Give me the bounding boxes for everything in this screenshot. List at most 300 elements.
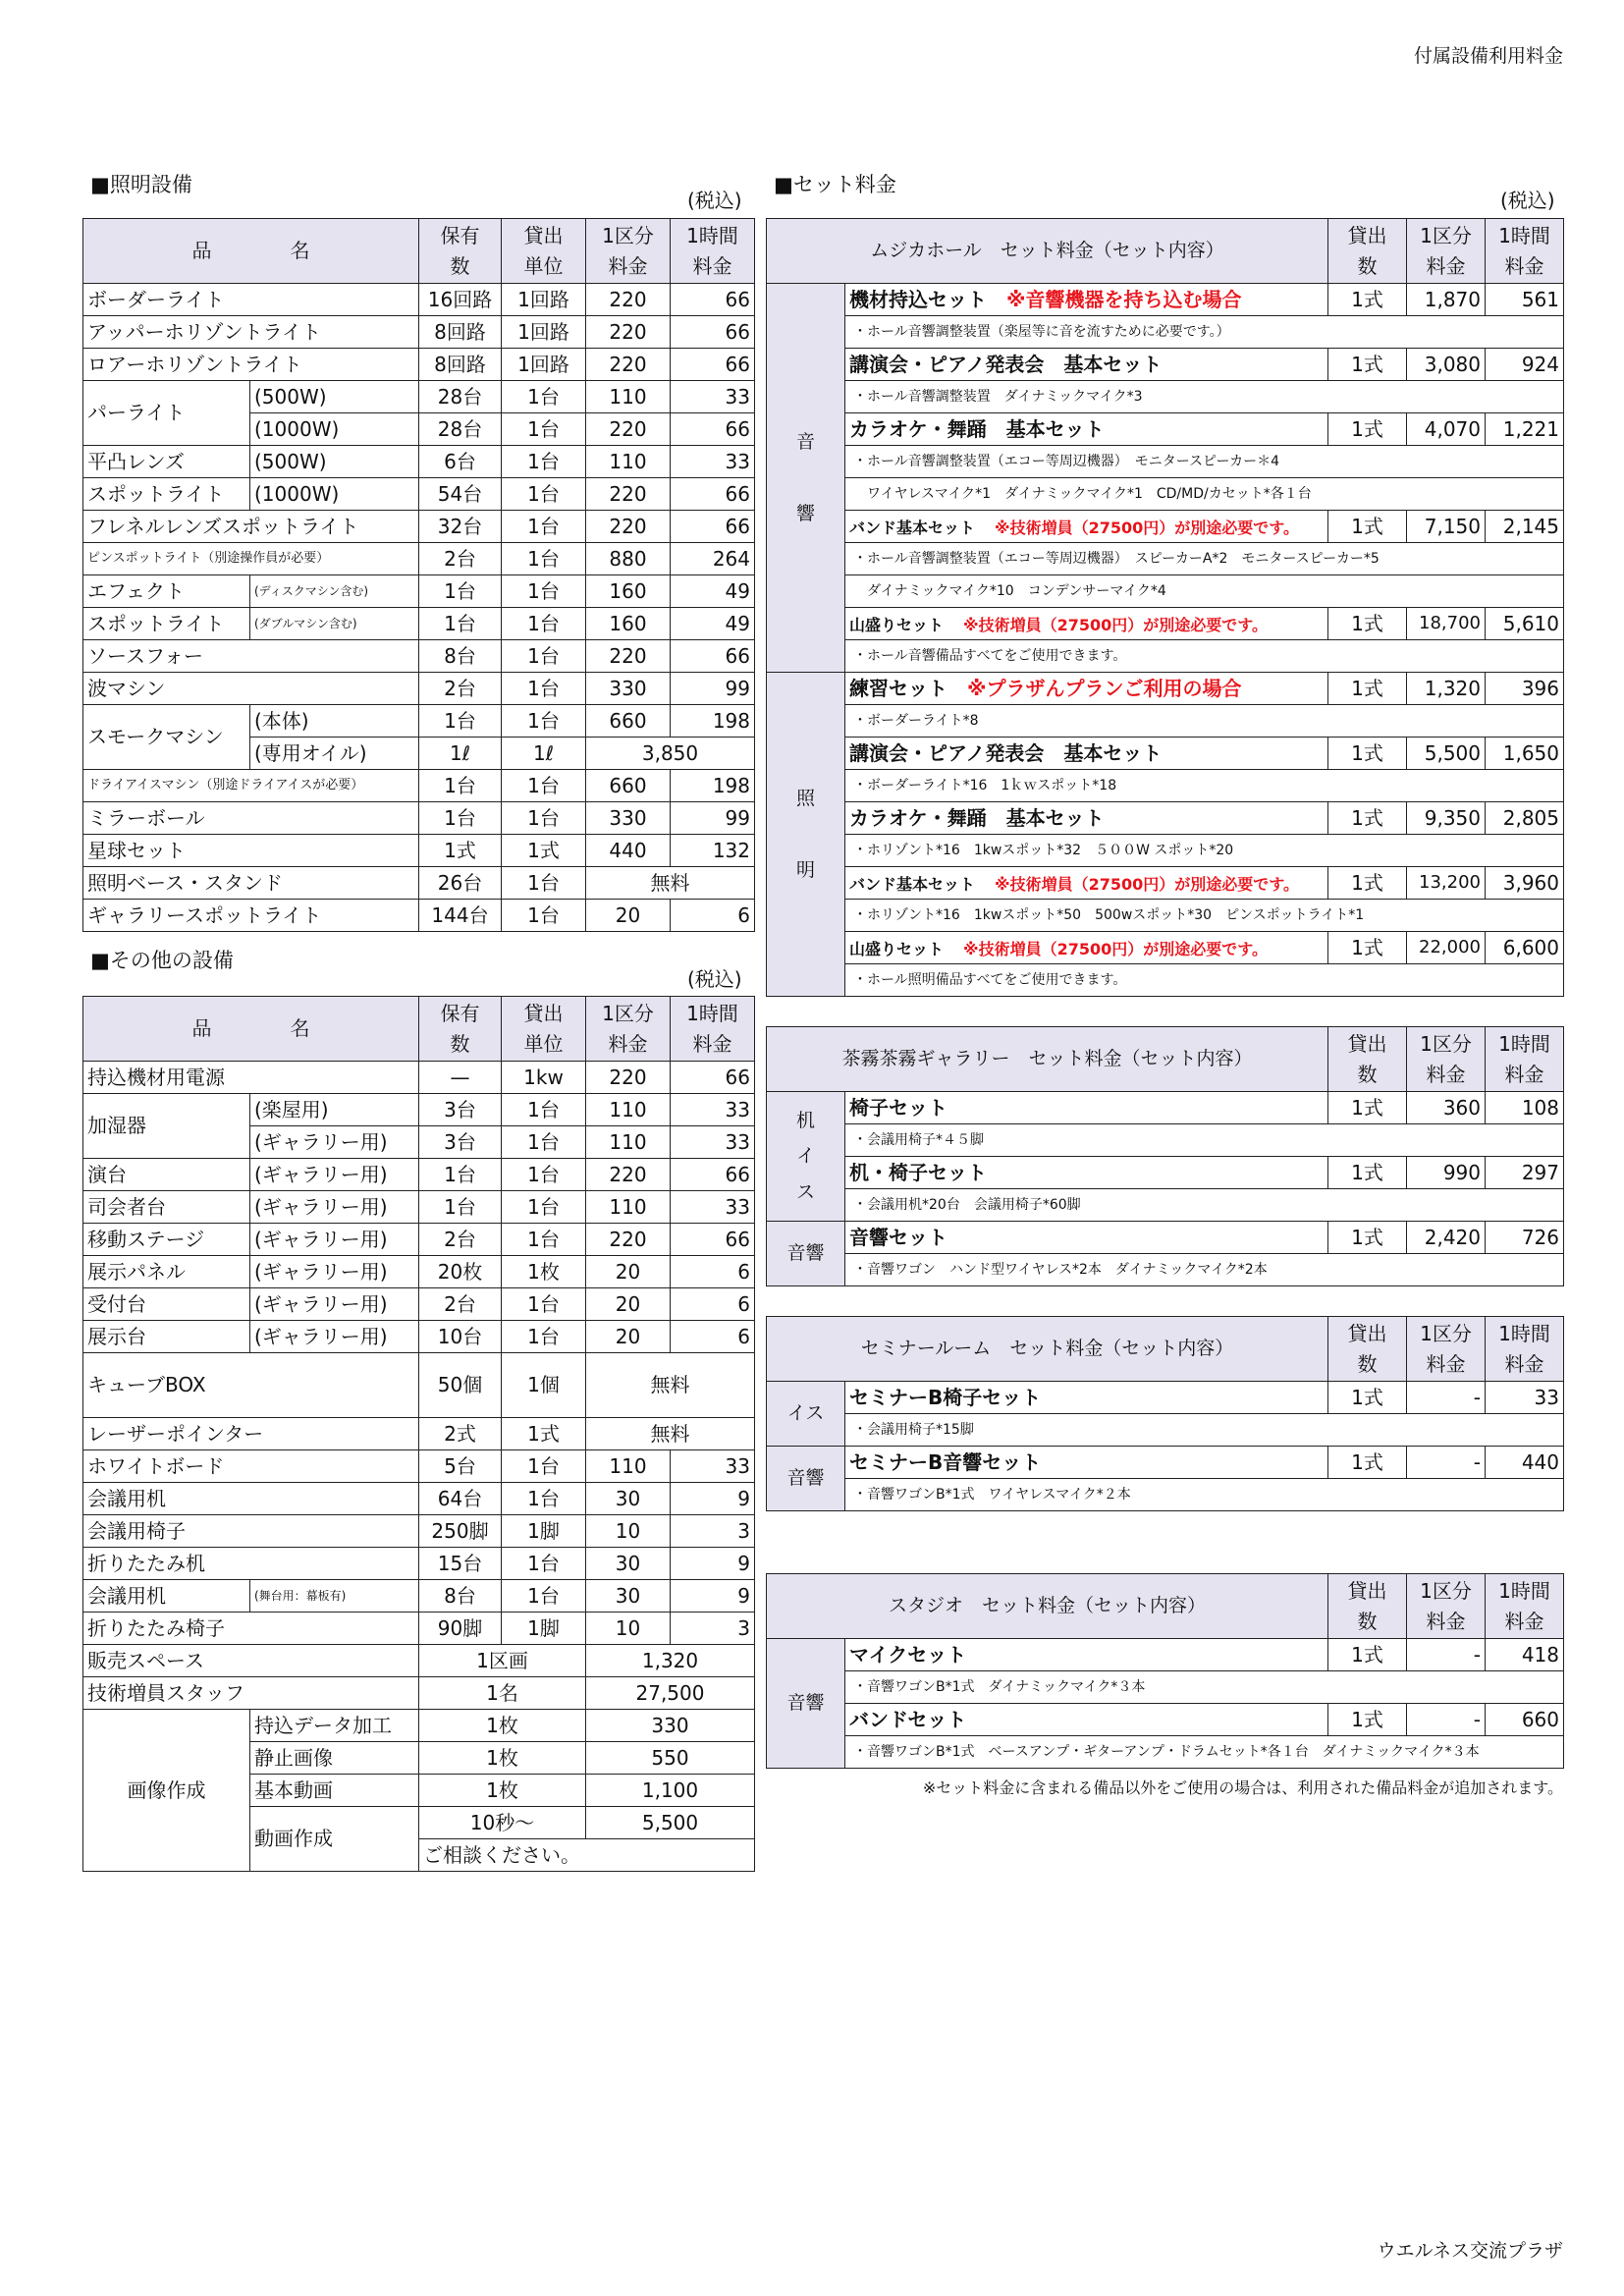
item-stock: 6台 bbox=[419, 446, 502, 478]
set-note: ※技術増員（27500円）が別途必要です。 bbox=[963, 615, 1268, 634]
table-header-row bbox=[83, 219, 755, 284]
item-slot-price: 220 bbox=[586, 640, 671, 673]
set-header-row bbox=[767, 1317, 1564, 1382]
set-header-title: ムジカホール セット料金（セット内容） bbox=[767, 219, 1328, 284]
set-item-name bbox=[845, 511, 1328, 543]
item-unit: 1台 bbox=[502, 1483, 586, 1515]
set-name: 机・椅子セット bbox=[849, 1160, 987, 1184]
set-desc-row bbox=[767, 446, 1564, 478]
item-slot-price: 20 bbox=[586, 1256, 671, 1288]
set-slot-price: 3,080 bbox=[1407, 349, 1486, 381]
item-unit: 1台 bbox=[502, 900, 586, 932]
image-item-name: 基本動画 bbox=[250, 1775, 419, 1807]
item-stock: 8回路 bbox=[419, 316, 502, 349]
table-row bbox=[83, 705, 755, 738]
item-stock: 90脚 bbox=[419, 1613, 502, 1645]
item-name: 会議用机 bbox=[83, 1580, 250, 1613]
set-unit: 1式 bbox=[1328, 738, 1407, 770]
set-desc-row bbox=[767, 1254, 1564, 1286]
table-row bbox=[83, 1224, 755, 1256]
item-variant: (ギャラリー用) bbox=[250, 1159, 419, 1191]
set-desc-row bbox=[767, 640, 1564, 673]
item-slot-price: 220 bbox=[586, 413, 671, 446]
item-name: 販売スペース bbox=[83, 1645, 419, 1677]
set-description: ・ホール音響調整装置（楽屋等に音を流すために必要です。） bbox=[845, 316, 1564, 349]
item-hour-price: 6 bbox=[671, 1288, 755, 1321]
table-row bbox=[83, 1288, 755, 1321]
item-hour-price: 49 bbox=[671, 608, 755, 640]
table-row bbox=[83, 640, 755, 673]
set-slot-price: 13,200 bbox=[1407, 867, 1486, 900]
set-note: ※プラザんプランご利用の場合 bbox=[967, 676, 1242, 700]
set-name: 練習セット bbox=[849, 676, 947, 700]
item-slot-price: 30 bbox=[586, 1483, 671, 1515]
table-row bbox=[83, 1645, 755, 1677]
item-unit: 1台 bbox=[502, 1094, 586, 1126]
set-name: バンドセット bbox=[849, 1707, 967, 1731]
set-item-row bbox=[767, 1382, 1564, 1414]
item-stock: 8回路 bbox=[419, 349, 502, 381]
set-header-hour: 1時間 料金 bbox=[1486, 1574, 1564, 1639]
item-name: ドライアイスマシン（別途ドライアイスが必要） bbox=[83, 770, 419, 802]
table-row bbox=[83, 284, 755, 316]
item-slot-price: 880 bbox=[586, 543, 671, 575]
item-unit: 1脚 bbox=[502, 1613, 586, 1645]
set-desc-row bbox=[767, 381, 1564, 413]
item-name: 会議用机 bbox=[83, 1483, 419, 1515]
set-item-name bbox=[845, 1639, 1328, 1671]
set-hour-price: 6,600 bbox=[1486, 932, 1564, 964]
set-hour-price: 440 bbox=[1486, 1447, 1564, 1479]
set-header-unit: 貸出 数 bbox=[1328, 1574, 1407, 1639]
set-hour-price: 660 bbox=[1486, 1704, 1564, 1736]
set-name: 音響セット bbox=[849, 1225, 947, 1249]
document-header-title: 付属設備利用料金 bbox=[1413, 45, 1563, 67]
set-desc-row bbox=[767, 575, 1564, 608]
item-stock: 54台 bbox=[419, 478, 502, 511]
set-slot-price: - bbox=[1407, 1704, 1486, 1736]
table-row bbox=[83, 1353, 755, 1418]
set-item-row bbox=[767, 1157, 1564, 1189]
set-name: セミナーB椅子セット bbox=[849, 1385, 1042, 1409]
set-slot-price: 990 bbox=[1407, 1157, 1486, 1189]
item-stock: 250脚 bbox=[419, 1515, 502, 1548]
item-price: 1,320 bbox=[586, 1645, 755, 1677]
set-unit: 1式 bbox=[1328, 1639, 1407, 1671]
item-variant: (舞台用：幕板有) bbox=[250, 1580, 419, 1613]
item-stock: 2台 bbox=[419, 673, 502, 705]
image-item-price: 1,100 bbox=[586, 1775, 755, 1807]
item-variant: (ギャラリー用) bbox=[250, 1256, 419, 1288]
set-note: ※技術増員（27500円）が別途必要です。 bbox=[995, 874, 1299, 894]
item-hour-price: 6 bbox=[671, 1321, 755, 1353]
set-slot-price: - bbox=[1407, 1382, 1486, 1414]
set-name: 講演会・ピアノ発表会 基本セット bbox=[849, 740, 1163, 765]
item-stock: 144台 bbox=[419, 900, 502, 932]
set-unit: 1式 bbox=[1328, 511, 1407, 543]
set-unit: 1式 bbox=[1328, 932, 1407, 964]
set-desc-row bbox=[767, 478, 1564, 511]
set-item-name bbox=[845, 413, 1328, 446]
header-stock: 保有 数 bbox=[419, 219, 502, 284]
item-hour-price: 9 bbox=[671, 1483, 755, 1515]
item-slot-price: 220 bbox=[586, 1224, 671, 1256]
item-stock: 16回路 bbox=[419, 284, 502, 316]
set-hour-price: 924 bbox=[1486, 349, 1564, 381]
set-slot-price: - bbox=[1407, 1639, 1486, 1671]
table-row bbox=[83, 673, 755, 705]
table-row bbox=[83, 1483, 755, 1515]
set-item-row bbox=[767, 1639, 1564, 1671]
image-item-price: 330 bbox=[586, 1710, 755, 1742]
table-row bbox=[83, 867, 755, 900]
item-unit: 1台 bbox=[502, 1159, 586, 1191]
item-name: スモークマシン bbox=[83, 705, 250, 770]
item-hour-price: 33 bbox=[671, 1450, 755, 1483]
set-item-name bbox=[845, 738, 1328, 770]
header-unit: 貸出 単位 bbox=[502, 997, 586, 1062]
category-lighting: 照 明 bbox=[767, 673, 845, 997]
item-stock: — bbox=[419, 1062, 502, 1094]
item-variant: (ギャラリー用) bbox=[250, 1321, 419, 1353]
item-slot-price: 10 bbox=[586, 1613, 671, 1645]
item-unit: 1台 bbox=[502, 802, 586, 835]
set-tax-label: (税込) bbox=[1500, 189, 1555, 212]
set-desc-row bbox=[767, 964, 1564, 997]
item-unit: 1台 bbox=[502, 1288, 586, 1321]
item-name: 加湿器 bbox=[83, 1094, 250, 1159]
item-name: 技術増員スタッフ bbox=[83, 1677, 419, 1710]
set-note: ※技術増員（27500円）が別途必要です。 bbox=[963, 939, 1268, 958]
item-hour-price: 132 bbox=[671, 835, 755, 867]
item-name: 移動ステージ bbox=[83, 1224, 250, 1256]
set-hour-price: 418 bbox=[1486, 1639, 1564, 1671]
item-name: ロアーホリゾントライト bbox=[83, 349, 419, 381]
set-description: ・ホール照明備品すべてをご使用できます。 bbox=[845, 964, 1564, 997]
set-item-row bbox=[767, 413, 1564, 446]
item-name: 演台 bbox=[83, 1159, 250, 1191]
item-stock: 1台 bbox=[419, 705, 502, 738]
table-row bbox=[83, 1321, 755, 1353]
set-item-row bbox=[767, 673, 1564, 705]
item-unit: 1台 bbox=[502, 1580, 586, 1613]
set-item-name bbox=[845, 1092, 1328, 1124]
item-unit: 1台 bbox=[502, 1450, 586, 1483]
item-name: 星球セット bbox=[83, 835, 419, 867]
set-item-row bbox=[767, 349, 1564, 381]
spacer bbox=[944, 936, 963, 959]
set-name: セミナーB音響セット bbox=[849, 1449, 1042, 1474]
set-header-hour: 1時間 料金 bbox=[1486, 1027, 1564, 1092]
set-slot-price: 5,500 bbox=[1407, 738, 1486, 770]
set-item-row bbox=[767, 932, 1564, 964]
item-stock: 1台 bbox=[419, 770, 502, 802]
set-header-hour: 1時間 料金 bbox=[1486, 219, 1564, 284]
set-section-title: ■セット料金 bbox=[774, 173, 896, 196]
set-unit: 1式 bbox=[1328, 867, 1407, 900]
item-price: 3,850 bbox=[586, 738, 755, 770]
item-hour-price: 9 bbox=[671, 1548, 755, 1580]
set-slot-price: - bbox=[1407, 1447, 1486, 1479]
item-name: ボーダーライト bbox=[83, 284, 419, 316]
table-row bbox=[83, 349, 755, 381]
table-row bbox=[83, 1418, 755, 1450]
item-unit: 1ℓ bbox=[502, 738, 586, 770]
item-hour-price: 66 bbox=[671, 284, 755, 316]
set-header-slot: 1区分 料金 bbox=[1407, 1027, 1486, 1092]
set-hour-price: 726 bbox=[1486, 1222, 1564, 1254]
set-hour-price: 1,650 bbox=[1486, 738, 1564, 770]
item-name: 照明ベース・スタンド bbox=[83, 867, 419, 900]
item-slot-price: 30 bbox=[586, 1548, 671, 1580]
item-stock: 8台 bbox=[419, 640, 502, 673]
table-row bbox=[83, 1094, 755, 1126]
set-header-unit: 貸出 数 bbox=[1328, 1027, 1407, 1092]
category-sound: 音響 bbox=[767, 1639, 845, 1769]
set-header-slot: 1区分 料金 bbox=[1407, 1317, 1486, 1382]
set-name: 講演会・ピアノ発表会 基本セット bbox=[849, 352, 1163, 376]
set-description: ・音響ワゴンB*1式 ワイヤレスマイク*２本 bbox=[845, 1479, 1564, 1511]
item-hour-price: 6 bbox=[671, 1256, 755, 1288]
header-per_hour: 1時間 料金 bbox=[671, 997, 755, 1062]
item-hour-price: 33 bbox=[671, 1126, 755, 1159]
set-description: ・ホール音響調整装置（エコー等周辺機器） スピーカーA*2 モニタースピーカー*5 bbox=[845, 543, 1564, 575]
item-name: 受付台 bbox=[83, 1288, 250, 1321]
item-slot-price: 10 bbox=[586, 1515, 671, 1548]
item-slot-price: 220 bbox=[586, 316, 671, 349]
seminar-set-table bbox=[766, 1316, 1564, 1511]
item-variant: (ギャラリー用) bbox=[250, 1191, 419, 1224]
item-variant: (ダブルマシン含む) bbox=[250, 608, 419, 640]
set-unit: 1式 bbox=[1328, 1382, 1407, 1414]
set-name: カラオケ・舞踊 基本セット bbox=[849, 805, 1105, 830]
set-hour-price: 33 bbox=[1486, 1382, 1564, 1414]
item-stock: 20枚 bbox=[419, 1256, 502, 1288]
item-variant: (ディスクマシン含む) bbox=[250, 575, 419, 608]
set-unit: 1式 bbox=[1328, 349, 1407, 381]
set-name: 機材持込セット bbox=[849, 287, 987, 311]
set-desc-row bbox=[767, 1671, 1564, 1704]
set-slot-price: 18,700 bbox=[1407, 608, 1486, 640]
item-slot-price: 660 bbox=[586, 770, 671, 802]
item-unit: 1台 bbox=[502, 413, 586, 446]
item-unit: 1台 bbox=[502, 575, 586, 608]
table-row bbox=[83, 802, 755, 835]
set-header-title: 茶霧茶霧ギャラリー セット料金（セット内容） bbox=[767, 1027, 1328, 1092]
item-stock: 2台 bbox=[419, 543, 502, 575]
item-variant: (500W) bbox=[250, 381, 419, 413]
set-description: ・会議用椅子*15脚 bbox=[845, 1414, 1564, 1447]
item-slot-price: 110 bbox=[586, 446, 671, 478]
image-item-unit: 10秒～ bbox=[419, 1807, 586, 1839]
table-row bbox=[83, 1159, 755, 1191]
item-stock: 1台 bbox=[419, 1159, 502, 1191]
item-unit: 1回路 bbox=[502, 316, 586, 349]
table-row bbox=[83, 1256, 755, 1288]
item-slot-price: 160 bbox=[586, 575, 671, 608]
item-unit: 1台 bbox=[502, 478, 586, 511]
item-variant: (500W) bbox=[250, 446, 419, 478]
table-row bbox=[83, 900, 755, 932]
item-unit: 1名 bbox=[419, 1677, 586, 1710]
item-unit: 1台 bbox=[502, 867, 586, 900]
document-footer-org: ウエルネス交流プラザ bbox=[1377, 2240, 1563, 2262]
item-slot-price: 110 bbox=[586, 1450, 671, 1483]
set-name: 山盛りセット bbox=[849, 615, 945, 634]
item-name: アッパーホリゾントライト bbox=[83, 316, 419, 349]
set-desc-row bbox=[767, 543, 1564, 575]
table-row bbox=[83, 770, 755, 802]
item-hour-price: 66 bbox=[671, 478, 755, 511]
set-item-name bbox=[845, 673, 1328, 705]
lighting-table bbox=[82, 218, 755, 932]
header-per_slot: 1区分 料金 bbox=[586, 997, 671, 1062]
set-item-name bbox=[845, 284, 1328, 316]
table-row bbox=[83, 575, 755, 608]
item-slot-price: 220 bbox=[586, 1159, 671, 1191]
item-name: 司会者台 bbox=[83, 1191, 250, 1224]
set-desc-row bbox=[767, 1736, 1564, 1769]
set-unit: 1式 bbox=[1328, 608, 1407, 640]
table-row bbox=[83, 1613, 755, 1645]
item-unit: 1台 bbox=[502, 1548, 586, 1580]
item-price: 無料 bbox=[586, 867, 755, 900]
item-unit: 1台 bbox=[502, 1126, 586, 1159]
set-unit: 1式 bbox=[1328, 284, 1407, 316]
set-desc-row bbox=[767, 1479, 1564, 1511]
item-unit: 1台 bbox=[502, 1321, 586, 1353]
table-row bbox=[83, 381, 755, 413]
item-unit: 1個 bbox=[502, 1353, 586, 1418]
set-item-row bbox=[767, 1447, 1564, 1479]
set-hour-price: 3,960 bbox=[1486, 867, 1564, 900]
set-unit: 1式 bbox=[1328, 1222, 1407, 1254]
image-item-price: 5,500 bbox=[586, 1807, 755, 1839]
item-hour-price: 9 bbox=[671, 1580, 755, 1613]
set-hour-price: 297 bbox=[1486, 1157, 1564, 1189]
header-stock: 保有 数 bbox=[419, 997, 502, 1062]
set-description: ・ホリゾント*16 1kwスポット*50 500wスポット*30 ピンスポットライト*1 bbox=[845, 900, 1564, 932]
set-desc-row bbox=[767, 1414, 1564, 1447]
set-desc-row bbox=[767, 705, 1564, 738]
set-item-name bbox=[845, 1704, 1328, 1736]
item-slot-price: 220 bbox=[586, 478, 671, 511]
set-description: ・ボーダーライト*8 bbox=[845, 705, 1564, 738]
item-hour-price: 33 bbox=[671, 381, 755, 413]
item-hour-price: 66 bbox=[671, 316, 755, 349]
set-item-name bbox=[845, 1157, 1328, 1189]
table-row bbox=[83, 835, 755, 867]
set-desc-row bbox=[767, 316, 1564, 349]
set-desc-row bbox=[767, 770, 1564, 802]
set-name: バンド基本セット bbox=[849, 518, 976, 537]
spacer bbox=[987, 288, 1006, 311]
table-row bbox=[83, 1191, 755, 1224]
set-unit: 1式 bbox=[1328, 1157, 1407, 1189]
item-hour-price: 264 bbox=[671, 543, 755, 575]
set-item-row bbox=[767, 1704, 1564, 1736]
table-row bbox=[83, 1515, 755, 1548]
table-row bbox=[83, 1580, 755, 1613]
item-unit: 1回路 bbox=[502, 284, 586, 316]
item-stock: 1台 bbox=[419, 608, 502, 640]
table-row bbox=[83, 543, 755, 575]
item-name: 平凸レンズ bbox=[83, 446, 250, 478]
item-hour-price: 66 bbox=[671, 1224, 755, 1256]
item-name: レーザーポインター bbox=[83, 1418, 419, 1450]
set-unit: 1式 bbox=[1328, 673, 1407, 705]
item-slot-price: 20 bbox=[586, 1321, 671, 1353]
item-unit: 1脚 bbox=[502, 1515, 586, 1548]
item-variant: (専用オイル) bbox=[250, 738, 419, 770]
set-item-name bbox=[845, 1382, 1328, 1414]
item-variant: (本体) bbox=[250, 705, 419, 738]
item-stock: 3台 bbox=[419, 1126, 502, 1159]
item-name: 展示台 bbox=[83, 1321, 250, 1353]
item-variant: (ギャラリー用) bbox=[250, 1224, 419, 1256]
item-stock: 2式 bbox=[419, 1418, 502, 1450]
item-stock: 26台 bbox=[419, 867, 502, 900]
set-unit: 1式 bbox=[1328, 1704, 1407, 1736]
set-desc-row bbox=[767, 1124, 1564, 1157]
set-desc-row bbox=[767, 835, 1564, 867]
set-description: ・ボーダーライト*16 1ｋｗスポット*18 bbox=[845, 770, 1564, 802]
item-stock: 8台 bbox=[419, 1580, 502, 1613]
set-hour-price: 396 bbox=[1486, 673, 1564, 705]
item-unit: 1台 bbox=[502, 673, 586, 705]
item-slot-price: 220 bbox=[586, 511, 671, 543]
category-desk-chair: 机 イ ス bbox=[767, 1092, 845, 1222]
item-unit: 1区画 bbox=[419, 1645, 586, 1677]
item-name: 折りたたみ机 bbox=[83, 1548, 419, 1580]
item-stock: 10台 bbox=[419, 1321, 502, 1353]
item-stock: 1台 bbox=[419, 802, 502, 835]
item-name: スポットライト bbox=[83, 608, 250, 640]
item-name: ギャラリースポットライト bbox=[83, 900, 419, 932]
item-hour-price: 33 bbox=[671, 1094, 755, 1126]
item-unit: 1台 bbox=[502, 608, 586, 640]
category-sound: 音 響 bbox=[767, 284, 845, 673]
item-name: 会議用椅子 bbox=[83, 1515, 419, 1548]
item-stock: 50個 bbox=[419, 1353, 502, 1418]
item-stock: 15台 bbox=[419, 1548, 502, 1580]
item-stock: 5台 bbox=[419, 1450, 502, 1483]
set-item-row bbox=[767, 608, 1564, 640]
set-name: 山盛りセット bbox=[849, 939, 945, 958]
header-per_hour: 1時間 料金 bbox=[671, 219, 755, 284]
item-name: 折りたたみ椅子 bbox=[83, 1613, 419, 1645]
set-description: ・ホール音響備品すべてをご使用できます。 bbox=[845, 640, 1564, 673]
set-item-row bbox=[767, 1222, 1564, 1254]
header-per_slot: 1区分 料金 bbox=[586, 219, 671, 284]
set-header-row bbox=[767, 219, 1564, 284]
item-stock: 1式 bbox=[419, 835, 502, 867]
set-hour-price: 561 bbox=[1486, 284, 1564, 316]
item-price: 無料 bbox=[586, 1418, 755, 1450]
item-stock: 1ℓ bbox=[419, 738, 502, 770]
item-hour-price: 99 bbox=[671, 673, 755, 705]
set-item-row bbox=[767, 738, 1564, 770]
item-slot-price: 220 bbox=[586, 1062, 671, 1094]
item-hour-price: 49 bbox=[671, 575, 755, 608]
set-header-row bbox=[767, 1027, 1564, 1092]
set-hour-price: 2,805 bbox=[1486, 802, 1564, 835]
table-row bbox=[83, 1548, 755, 1580]
item-price: 無料 bbox=[586, 1353, 755, 1418]
set-item-row bbox=[767, 867, 1564, 900]
category-sound: 音響 bbox=[767, 1447, 845, 1511]
item-hour-price: 66 bbox=[671, 511, 755, 543]
